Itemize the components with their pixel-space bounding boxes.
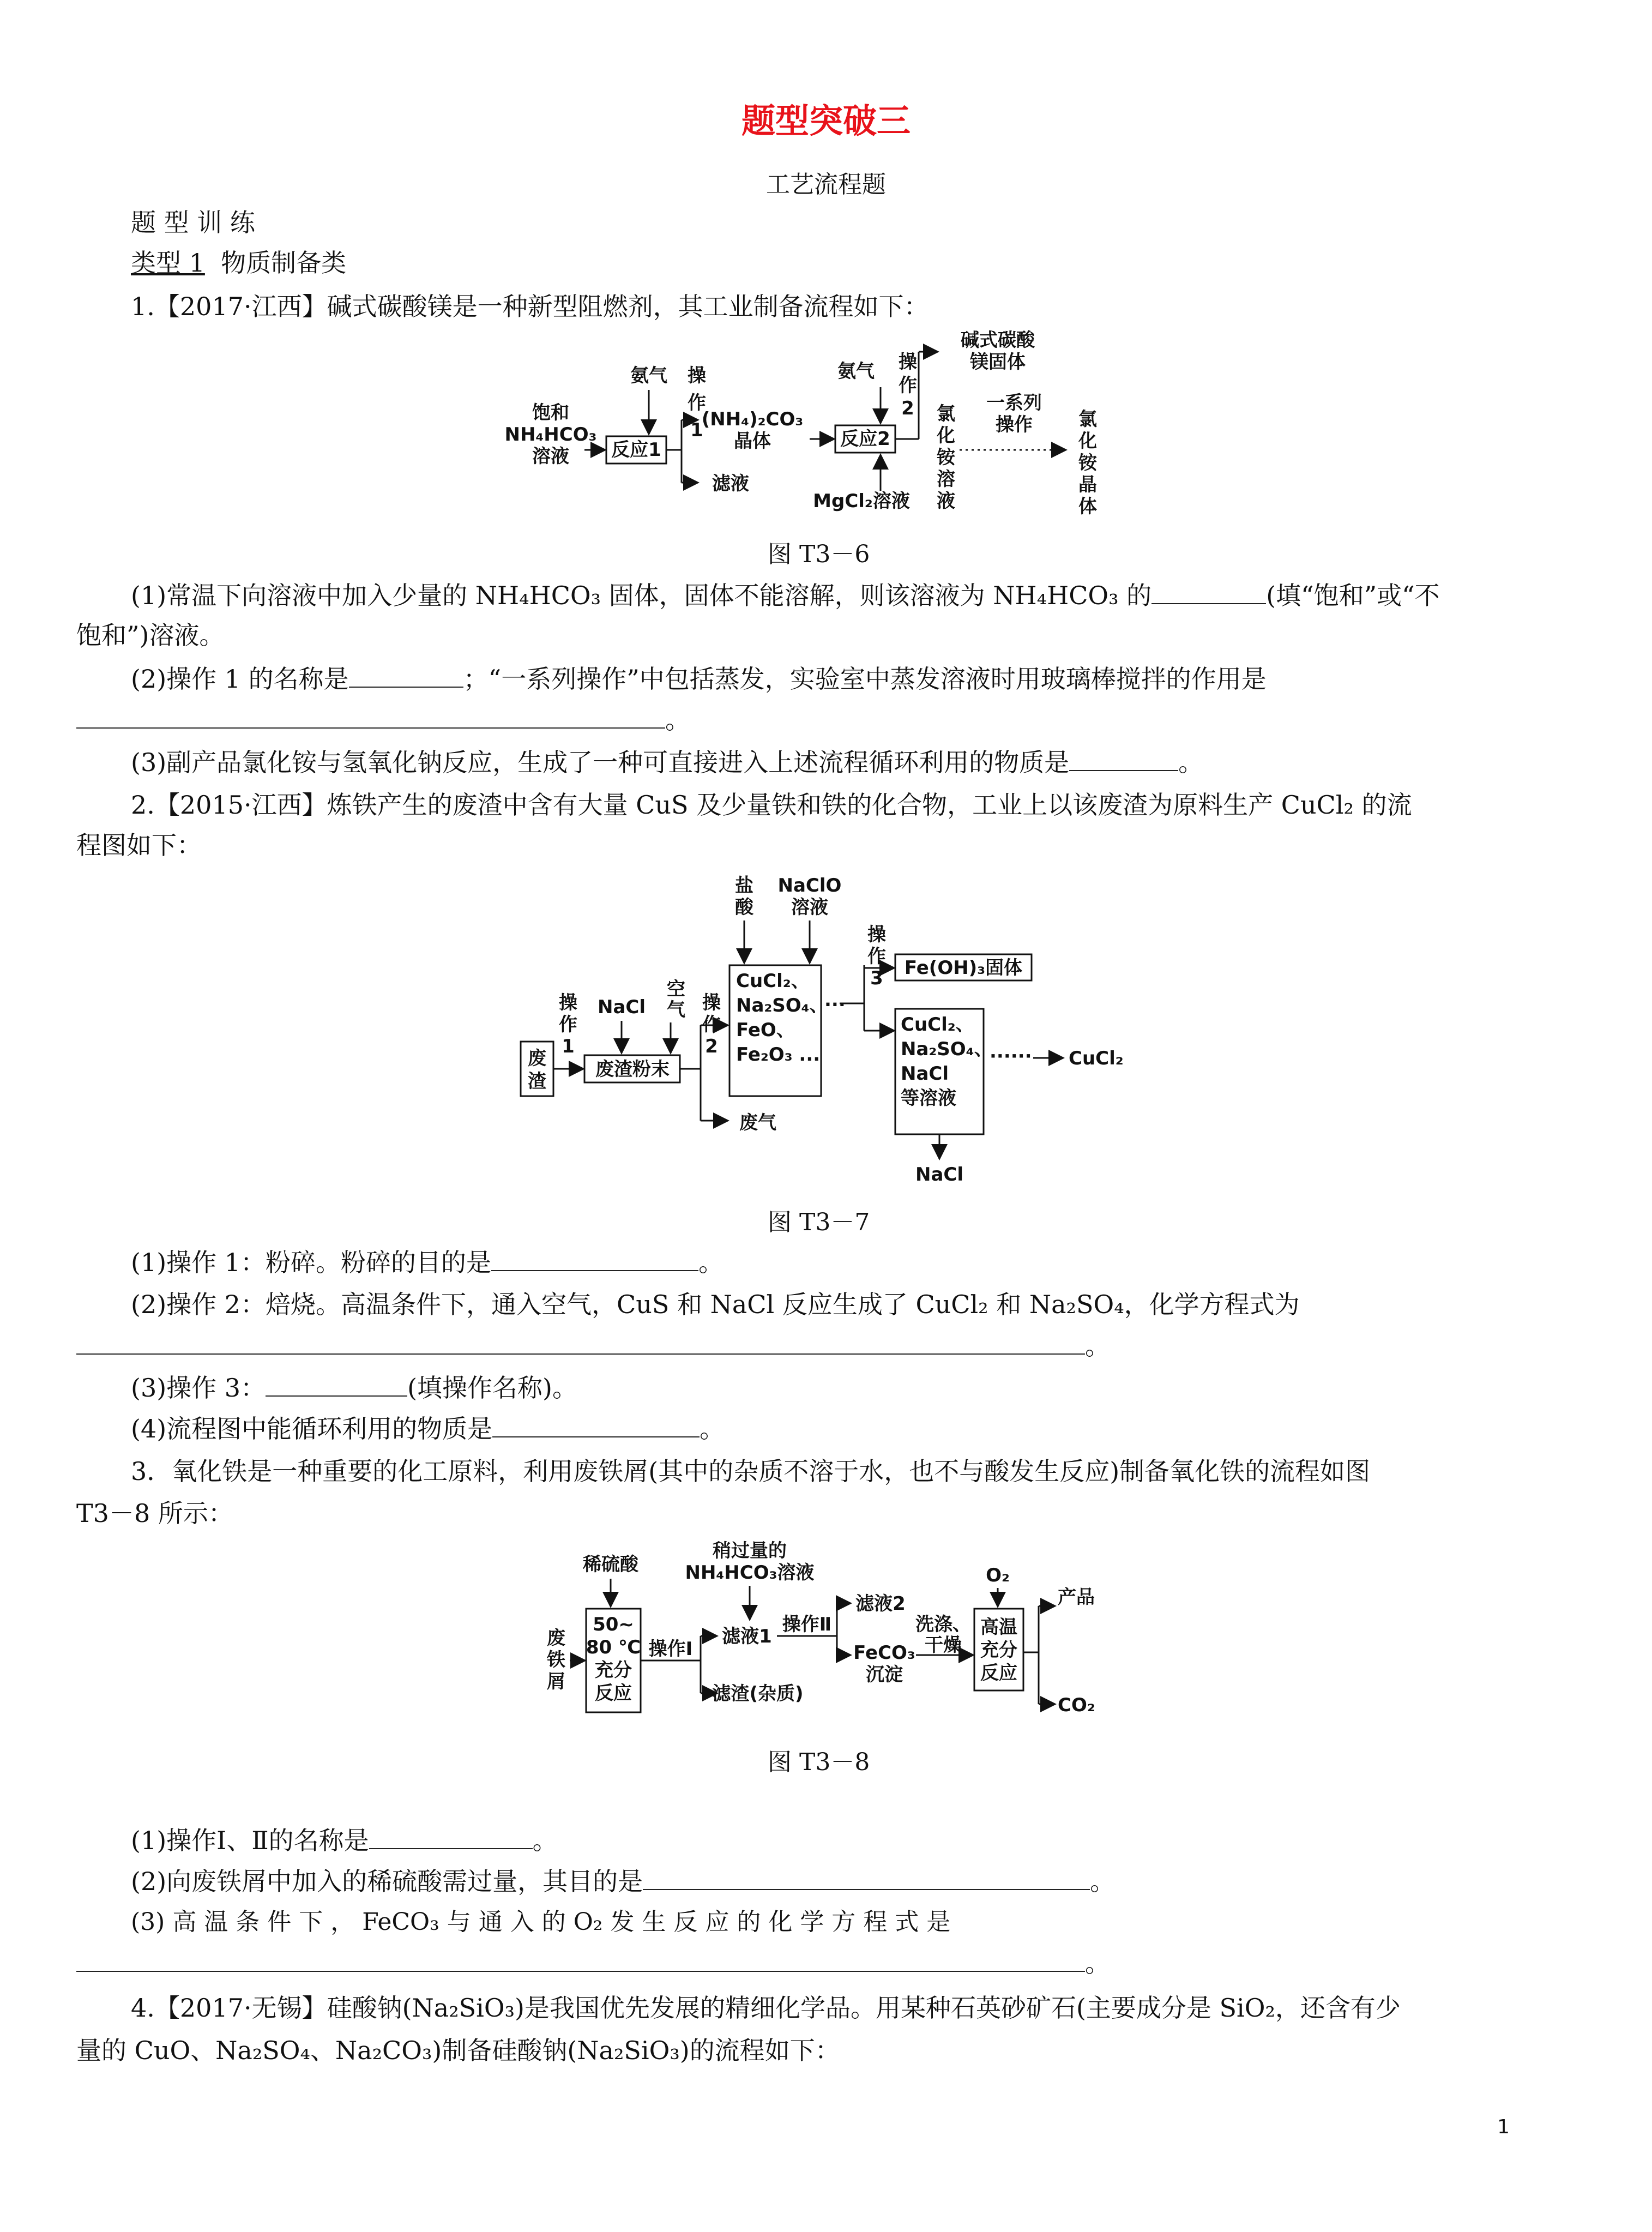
q2-sub3-text: (3)操作 3： <box>131 1373 266 1403</box>
q3-sub2-end: 。 <box>1090 1867 1116 1896</box>
q2-op2-a: 操 <box>702 992 721 1014</box>
q2-op2-b: 作 <box>702 1014 721 1036</box>
q1-sub1-cont: 饱和”)溶液。 <box>76 621 225 650</box>
q1-nh4cl-sol-5: 液 <box>937 490 955 512</box>
q2-box-3: FeO、 <box>736 1019 795 1041</box>
q3-filtrate2: 滤液2 <box>855 1593 906 1615</box>
q1-blank-4[interactable] <box>1069 748 1178 771</box>
q2-air-1: 空 <box>667 978 685 1000</box>
q3-sub1 <box>131 1824 558 1857</box>
q3-wash-2: 干燥 <box>925 1634 962 1656</box>
q1-sub2-tail: ；“一系列操作”中包括蒸发，实验室中蒸发溶液时用玻璃棒搅拌的作用是 <box>463 664 1267 694</box>
q2-blank-3[interactable] <box>266 1374 407 1397</box>
q1-sub3-end: 。 <box>1178 748 1204 777</box>
q1-nh4cl-sol-4: 溶 <box>937 468 955 490</box>
q2-sub4-end: 。 <box>700 1414 725 1443</box>
q1-op2-c: 2 <box>901 398 914 419</box>
q2-flowchart <box>513 873 1156 1202</box>
q1-op1-c: 1 <box>690 419 703 441</box>
q2-waste-gas: 废气 <box>739 1112 776 1134</box>
q3-iron-1: 废 <box>547 1627 565 1649</box>
q3-o2: O₂ <box>986 1565 1010 1586</box>
type-label: 类型 1 <box>131 248 205 278</box>
page-title: 题型突破三 <box>741 101 911 141</box>
q3-sub3: (3) 高 温 条 件 下 ， FeCO₃ 与 通 入 的 O₂ 发 生 反 应 的 化 学 方 程 式 是 <box>131 1908 951 1936</box>
q3-flowchart <box>540 1538 1150 1720</box>
q3-box-1: 50~ <box>593 1614 634 1635</box>
q3-box2-2: 充分 <box>980 1639 1017 1661</box>
q2-waste-1: 废 <box>528 1048 546 1069</box>
q3-head2: T3－8 所示： <box>76 1499 233 1528</box>
q2-box-2: Na₂SO₄、 <box>736 995 828 1016</box>
q3-head: 3．氧化铁是一种重要的化工原料，利用废铁屑(其中的杂质不溶于水，也不与酸发生反应)制备氧化铁的流程如图 <box>131 1457 1371 1486</box>
q2-waste-2: 渣 <box>528 1070 546 1092</box>
section-heading: 题 型 训 练 <box>131 208 255 237</box>
q2-sub2-end: 。 <box>1085 1331 1110 1361</box>
q2-arrow-dots: ······ <box>990 1045 1032 1067</box>
q1-sub3 <box>131 746 1203 779</box>
q1-nh4cl-cry-4: 晶 <box>1078 474 1097 496</box>
q1-sub2-cont <box>76 703 690 736</box>
q1-head: 1.【2017·江西】碱式碳酸镁是一种新型阻燃剂，其工业制备流程如下： <box>131 292 929 321</box>
q2-sub1-end: 。 <box>698 1248 724 1277</box>
q3-box-2: 80 ℃ <box>586 1637 641 1658</box>
q1-mgcl2: MgCl₂溶液 <box>813 490 910 512</box>
q1-nh4cl-sol-1: 氯 <box>937 403 955 425</box>
q1-caption: 图 T3－6 <box>768 540 870 568</box>
q1-product-2: 镁固体 <box>970 351 1026 373</box>
q3-acid: 稀硫酸 <box>583 1554 638 1575</box>
q2-head: 2.【2015·江西】炼铁产生的废渣中含有大量 CuS 及少量铁和铁的化合物，工业上以该废渣为原料生产 CuCl₂ 的流 <box>131 790 1412 820</box>
q3-co2: CO₂ <box>1058 1694 1095 1716</box>
q3-product: 产品 <box>1058 1586 1095 1608</box>
q1-nh4cl-cry-3: 铵 <box>1078 452 1097 474</box>
q2-op1-b: 作 <box>559 1014 577 1036</box>
q1-op2-a: 操 <box>899 351 917 373</box>
q3-feco3-1: FeCO₃ <box>853 1642 915 1664</box>
q1-ammonia2: 氨气 <box>837 360 875 382</box>
q2-box2-1: CuCl₂、 <box>901 1014 974 1036</box>
q3-iron-3: 屑 <box>547 1671 565 1693</box>
q1-input-2: NH₄HCO₃ <box>504 424 597 446</box>
q2-air-2: 气 <box>667 999 685 1021</box>
q1-op1-a: 操 <box>688 365 706 387</box>
q3-sub1-end: 。 <box>532 1826 558 1855</box>
q2-naclo-1: NaClO <box>777 875 842 897</box>
q1-sub2 <box>131 663 1267 695</box>
q3-sub3-cont <box>76 1947 1110 1980</box>
q1-op1-b: 作 <box>688 392 706 414</box>
q2-op3-a: 操 <box>867 924 886 946</box>
page-subtitle: 工艺流程题 <box>766 171 886 198</box>
q1-series-1: 一系列 <box>986 392 1042 414</box>
q2-nacl-out: NaCl <box>915 1164 964 1186</box>
q3-blank-2[interactable] <box>643 1867 1090 1890</box>
q1-reaction2: 反应2 <box>840 428 890 450</box>
q2-box2-2: Na₂SO₄、 <box>901 1038 993 1060</box>
q3-feco3-2: 沉淀 <box>866 1664 903 1686</box>
q2-blank-4[interactable] <box>492 1415 700 1437</box>
q3-sub3-end: 。 <box>1085 1948 1110 1978</box>
q1-blank-2[interactable] <box>349 665 463 688</box>
q2-sub4 <box>131 1412 725 1445</box>
q1-product-1: 碱式碳酸 <box>961 329 1035 351</box>
q2-naclo-2: 溶液 <box>791 897 828 918</box>
q2-op3-c: 3 <box>870 967 883 989</box>
q1-sub1 <box>131 579 1440 612</box>
q3-sub2-text: (2)向废铁屑中加入的稀硫酸需过量，其目的是 <box>131 1867 643 1896</box>
q1-mid-2: 晶体 <box>734 430 771 452</box>
q1-input-1: 饱和 <box>532 402 569 424</box>
q3-residue: 滤渣(杂质) <box>712 1683 804 1705</box>
q4-head2: 量的 CuO、Na₂SO₄、Na₂CO₃)制备硅酸钠(Na₂SiO₃)的流程如下： <box>76 2036 840 2065</box>
q2-hcl-2: 酸 <box>735 897 753 918</box>
q3-blank-3[interactable] <box>76 1949 1085 1972</box>
q3-box2-1: 高温 <box>980 1616 1017 1638</box>
q1-sub3-text: (3)副产品氯化铵与氢氧化钠反应，生成了一种可直接进入上述流程循环利用的物质是 <box>131 748 1070 777</box>
q1-mid-1: (NH₄)₂CO₃ <box>701 408 804 430</box>
q2-op1-c: 1 <box>562 1036 575 1057</box>
q3-caption: 图 T3－8 <box>768 1748 870 1776</box>
q3-blank-1[interactable] <box>369 1826 533 1849</box>
q1-sub2-text: (2)操作 1 的名称是 <box>131 664 349 694</box>
q2-box-1: CuCl₂、 <box>736 970 810 992</box>
q2-op3-b: 作 <box>867 946 886 967</box>
q3-wash-1: 洗涤、 <box>915 1614 971 1635</box>
q1-sub1-tail: (填“饱和”或“不 <box>1266 581 1440 610</box>
q3-op1: 操作Ⅰ <box>648 1638 693 1660</box>
q3-filtrate1: 滤液1 <box>722 1626 772 1647</box>
q2-caption: 图 T3－7 <box>768 1208 870 1236</box>
q1-blank-3[interactable] <box>76 706 665 729</box>
q1-filtrate: 滤液 <box>712 473 749 495</box>
type-heading <box>131 246 346 279</box>
q2-op2-c: 2 <box>705 1036 718 1057</box>
q3-sub2 <box>131 1865 1115 1898</box>
q2-sub3-end: (填操作名称)。 <box>407 1373 577 1403</box>
q2-blank-1[interactable] <box>491 1248 698 1271</box>
q2-sub1-text: (1)操作 1：粉碎。粉碎的目的是 <box>131 1248 492 1277</box>
q2-hcl-1: 盐 <box>735 875 753 897</box>
q1-sub2-end: 。 <box>665 705 690 735</box>
q4-head: 4.【2017·无锡】硅酸钠(Na₂SiO₃)是我国优先发展的精细化学品。用某种石英砂矿石(主要成分是 SiO₂，还含有少 <box>131 1993 1401 2023</box>
q2-sub1 <box>131 1246 723 1279</box>
q1-input-3: 溶液 <box>532 446 569 467</box>
q2-head2: 程图如下： <box>76 831 202 860</box>
q1-nh4cl-cry-1: 氯 <box>1078 408 1097 430</box>
q1-nh4cl-sol-3: 铵 <box>937 447 955 468</box>
q2-box2-3: NaCl <box>901 1063 949 1085</box>
q3-reagent-1: 稍过量的 <box>713 1540 787 1562</box>
q1-nh4cl-cry-2: 化 <box>1078 430 1097 452</box>
q2-box2-4: 等溶液 <box>901 1087 956 1109</box>
q1-blank-1[interactable] <box>1151 581 1266 604</box>
q2-dots: ... <box>824 989 846 1011</box>
q3-reagent-2: NH₄HCO₃溶液 <box>685 1562 815 1584</box>
q2-op1-a: 操 <box>559 992 577 1014</box>
q2-powder: 废渣粉末 <box>595 1058 670 1080</box>
q1-flowchart <box>504 327 1167 537</box>
q1-nh4cl-sol-2: 化 <box>937 425 955 447</box>
q3-box2-3: 反应 <box>980 1662 1017 1684</box>
q1-ammonia: 氨气 <box>630 365 667 387</box>
q3-box-3: 充分 <box>595 1659 632 1681</box>
q2-sub3 <box>131 1371 577 1404</box>
q1-nh4cl-cry-5: 体 <box>1078 496 1097 518</box>
q2-blank-2[interactable] <box>76 1332 1085 1355</box>
q3-sub1-text: (1)操作Ⅰ、Ⅱ的名称是 <box>131 1826 369 1855</box>
q1-sub1-text: (1)常温下向溶液中加入少量的 NH₄HCO₃ 固体，固体不能溶解，则该溶液为 NH₄HCO₃ 的 <box>131 581 1152 610</box>
q3-iron-2: 铁 <box>547 1649 565 1671</box>
q2-nacl: NaCl <box>597 996 646 1018</box>
q2-cucl2: CuCl₂ <box>1069 1048 1124 1069</box>
q1-series-2: 操作 <box>996 414 1033 436</box>
q3-box-4: 反应 <box>595 1682 632 1704</box>
page-number: 1 <box>1497 2116 1510 2138</box>
q3-op2: 操作Ⅱ <box>782 1614 832 1635</box>
q1-reaction1: 反应1 <box>611 439 661 461</box>
type-text: 物质制备类 <box>221 248 347 278</box>
q2-sub4-text: (4)流程图中能循环利用的物质是 <box>131 1414 493 1443</box>
q2-feoh3: Fe(OH)₃固体 <box>904 957 1023 979</box>
q2-sub2-cont <box>76 1329 1110 1362</box>
q2-sub2: (2)操作 2：焙烧。高温条件下，通入空气，CuS 和 NaCl 反应生成了 CuCl₂ 和 Na₂SO₄，化学方程式为 <box>131 1290 1300 1319</box>
q1-op2-b: 作 <box>899 375 917 396</box>
q2-box-4: Fe₂O₃ ... <box>736 1044 821 1066</box>
